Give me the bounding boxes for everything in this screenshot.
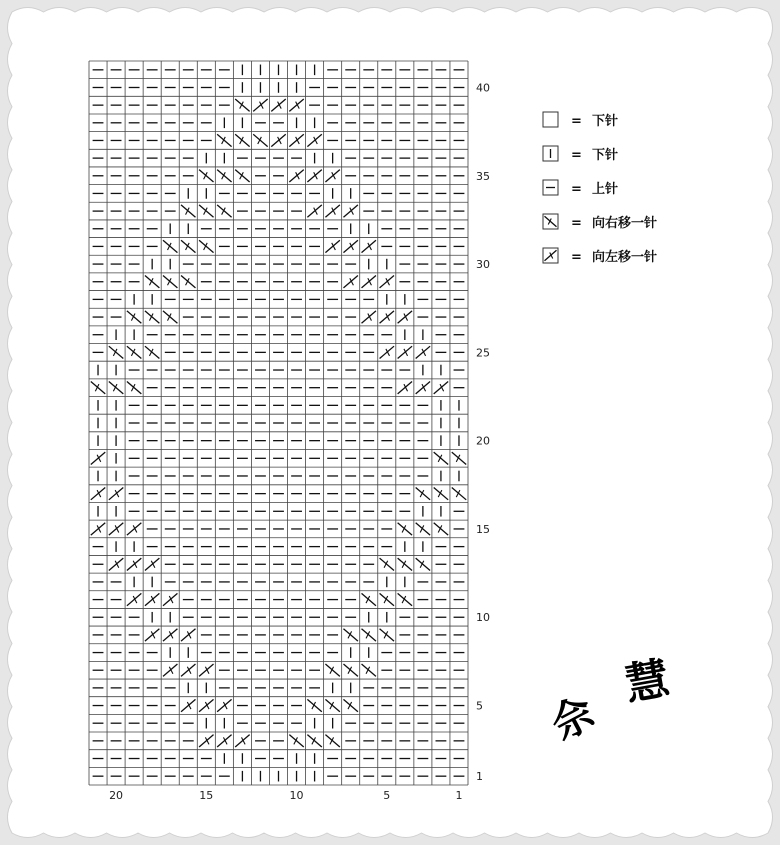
signature-char-1: 佘 xyxy=(542,686,604,750)
legend-item xyxy=(543,180,618,197)
legend-item xyxy=(543,146,618,163)
column-number-label: 5 xyxy=(383,789,391,802)
legend-label: 向右移一针 xyxy=(592,216,658,231)
row-number-label: 30 xyxy=(476,258,490,272)
legend-equals: = xyxy=(571,182,582,197)
legend-label: 下针 xyxy=(592,114,619,129)
legend-label: 向左移一针 xyxy=(592,250,658,265)
row-number-label: 20 xyxy=(476,434,490,448)
row-number-label: 1 xyxy=(476,770,483,784)
column-number-label: 20 xyxy=(109,789,124,802)
column-number-label: 10 xyxy=(289,789,304,802)
legend-equals: = xyxy=(571,148,582,163)
legend-equals: = xyxy=(571,250,582,265)
row-number-label: 10 xyxy=(476,611,490,625)
row-number-label: 15 xyxy=(476,522,490,536)
row-number-label: 35 xyxy=(476,169,490,183)
legend-swatch xyxy=(543,112,558,127)
legend-label: 上针 xyxy=(592,182,619,197)
legend-item xyxy=(543,112,618,129)
column-number-label: 1 xyxy=(455,789,463,802)
legend-label: 下针 xyxy=(592,148,619,163)
legend-equals: = xyxy=(571,114,582,129)
column-number-label: 15 xyxy=(199,789,214,802)
legend-equals: = xyxy=(571,216,582,231)
row-number-label: 40 xyxy=(476,81,490,95)
row-number-label: 25 xyxy=(476,346,490,360)
signature-char-2: 慧 xyxy=(621,653,674,711)
row-number-label: 5 xyxy=(476,699,483,713)
